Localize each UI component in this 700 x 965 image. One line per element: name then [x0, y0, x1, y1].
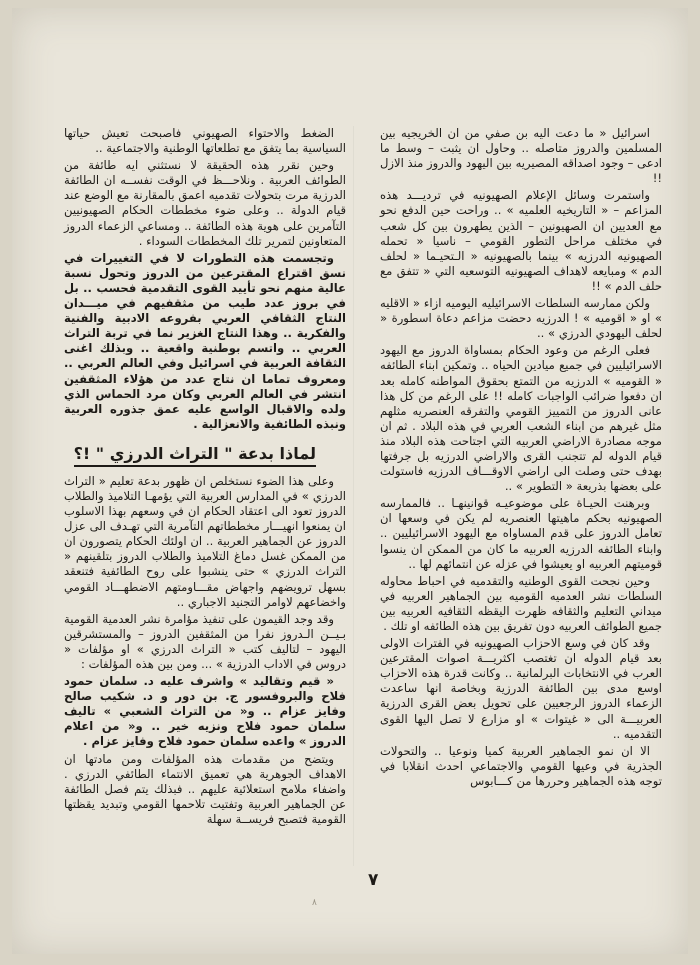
paragraph: واستمرت وسائل الإعلام الصهيونيه في ترديـــد هذه المزاعم – « التاريخيه العلميه » .. وراحت حين الدفع نحو مع العديين ان الصهيونين – الذين يطهرون بين كل شعب في مختلف مراحل التطور القومي – ناسيا « تحمله الصهيونيه الدرزيه » بينما بالصهيونيه « الـتحيـما « لحلف الدم » ومبايعه لاهداف الصهيونيه التوسعيه التي « تتفق مع حلف الدم » !!	[380, 188, 662, 293]
section-heading-text: لماذا بدعة " التراث الدرزي " !؟	[74, 444, 316, 467]
paragraph: وقد كان في وسع الاحزاب الصهيونيه في الفترات الاولى بعد قيام الدوله ان تغتصب اكثريـــة اصوات المقترعين العرب في الانتخابات البرلمانية .. وكانت قدرة هذه الاحزاب اوسع مدى بين الطائفة الدرزية وبخاصة انها ساعدت الزعماء الدروز الرجعيين على تحويل بعض القرى الدرزية العربيـــة الى « غيتوات » او مزارع لا تصل اليها القوى التقدميه ..	[380, 636, 662, 741]
paragraph: وبرهنت الحيـاة على موضوعيـه قوانينهـا .. فالممارسه الصهيونيه بحكم ماهيتها العنصريه لم يكن في وسعها ان تعامل الدروز على قدم المساواه مع اليهود الاسرائيليين .. وابناء الطائفه الدرزيه العربيه ما كان من الممكن ان ينسوا قوميتهم العربيه او يعيشوا في عزله عن انتمائهم لها ..	[380, 496, 662, 571]
paragraph: فعلى الرغم من وعود الحكام بمساواة الدروز مع اليهود الاسرائيليين في جميع ميادين الحياه .. وتمكين ابناء الطائفه « القوميه » الدرزيه من التمتع بحقوق المواطنه كامله بعد ان دفعوا ضرائب الواجبات كامله !! على الرغم من كل هذا عانى الدروز من التمييز القومي والتفرقه العنصريه مثلهم مثل غيرهم من ابناء الشعب العربي في هذه البلاد . ثم ان موجه مصادرة الاراضي العربيه التي اجتاحت هذه البلاد منذ قيام الدوله لم تتجنب القرى والاراضي الدرزيه بل جرفتها بهدف حتى وصلت الى اراضي الاوقـــاف الدرزيه فاستولت على بعضها بذريعة « التطوير » ..	[380, 343, 662, 494]
section-heading	[64, 444, 346, 464]
paragraph: وعلى هذا الضوء نستخلص ان ظهور بدعة تعليم « التراث الدرزي » في المدارس العربية التي يؤمهـا التلاميذ والطلاب الدروز تعود الى اعتقاد الحكام ان في وسعهم بهذا الاسلوب ان يمنعوا انهيـــار مخططاتهم التآمرية التي تهـدف الى عزل الدروز عن الجماهير العربية .. ان اولئك الحكام يتصورون ان من الممكن غسل دماغ التلاميذ والطلاب الدروز بتلقينهم « التراث الدرزي » حتى ينشبوا على روح الطائفية فتنعقد بسهل ترويضهم واجهاض مقـــاومتهم الاضطهـــاد القومي واخضاعهم لاوامر التجنيد الاجباري ..	[64, 473, 346, 609]
column-gutter	[353, 126, 354, 866]
paragraph: وحين نقرر هذه الحقيقة لا نستثني ايه طائفة من الطوائف العربية . ونلاحـــظ في الوقت نفســه ان الطائفة الدرزية مرت بتحولات تقدميه اعمق بالمقارنة مع الوضع عند قيام الدولة .. وعلى ضوء مخططات الحكام الصهيونيين التآمرين على هوية هذه الطائفة .. ومساعي الزعماء الدروز المتعاونين لتمرير تلك المخططات السوداء .	[64, 158, 346, 248]
page-number: ٧	[368, 870, 379, 890]
authors-list: « قيم وتقاليد » واشرف عليه د. سلمان حمود فلاح والبروفسور ج. بن دور و د. شكيب صالح وفايز عزام .. و« من التراث الشعبي » تاليف سلمان حمود فلاح ونزيه خير .. و« من اعلام الدروز » واعده سلمان حمود فلاح وفايز عزام .	[64, 674, 346, 749]
paragraph: الضغط والاحتواء الصهيوني فاصبحت تعيش حياتها السياسية بما يتفق مع تطلعاتها الوطنية والاجتماعية ..	[64, 126, 346, 156]
paragraph: ولكن ممارسه السلطات الاسرائيليه اليوميه ازاء « الاقليه » او « اقوميه » ! الدرزيه دحضت مزاعم دعاة اسطورة « لحلف اليهودي الدرزي » ..	[380, 296, 662, 341]
paragraph: وقد وجد القيمون على تنفيذ مؤامرة نشر العدمية القومية بـيــن الـدروز نفرا من المثقفين الدروز – والمستشرقين اليهود – لتاليف كتب « التراث الدرزي » او مؤلفات « دروس في الاداب الدرزية » ... ومن بين هذه المؤلفات :	[64, 611, 346, 671]
paragraph: الا ان نمو الجماهير العربية كميا ونوعيا .. والتحولات الجذرية في وعيها القومي والاجتماعي احدث انقلابا في توجه هذه الجماهير وحررها من كـــابوس	[380, 743, 662, 788]
magazine-page	[12, 8, 688, 954]
paragraph: ويتضح من مقدمات هذه المؤلفات ومن مادتها ان الاهداف الجوهرية هي تعميق الانتماء الطائفي الدرزي . واضفاء ملامح استعلائية عليهم .. فبذلك يتم فصل الطائفة عن الجماهير العربية وتفتيت تلاحمها القومي وتبديد يقظتها القومية فتصبح فريســة سهلة	[64, 751, 346, 826]
paragraph: اسرائيل « ما دعت اليه بن صفي من ان الخريجيه بين المسلمين والدروز متاصله .. وحاول ان يثبت – وسط ما ادعى – وجود اصداقه المصيريه بين اليهود والدروز منذ الازل !!	[379, 126, 662, 186]
paragraph: وحين نجحت القوى الوطنيه والتقدميه في احباط محاوله السلطات نشر العدميه القوميه بين الجماهير العربيه في ميداني التعليم والثقافه ظهرت اليقظه الثقافيه العربيه بين جميع الطوائف العربيه دون تفريق بين هذه الطائفه او تلك .	[380, 573, 662, 633]
bold-paragraph: وتجسمت هذه التطورات لا في التغييرات في نسق اقتراع المقترعين من الدروز وتحول نسبة عالية منهم نحو تأييد القوى التقدمية فحسب .. بل في بروز عدد طيب من مثقفيهم في ميـــدان النتاج الثقافي العربي بفروعه الادبية والفنية والفكرية .. وهذا النتاج الغزير نما في تربة التراث العربي .. واتسم بوطنية واقعية .. وبذلك اغنى الثقافة العربية في اسرائيل وفي العالم العربي .. ومعروف تماما ان نتاج عدد من هؤلاء المثقفين انتشر في العالم العربي وكان مرد الحماس الذي ولده والاقبال الواسع عليه عمق جذوره العربية ونبذه الطائفية والانعزالية .	[64, 250, 346, 431]
corner-mark: ٨	[312, 898, 317, 908]
right-column	[380, 126, 662, 791]
left-column	[64, 126, 346, 829]
